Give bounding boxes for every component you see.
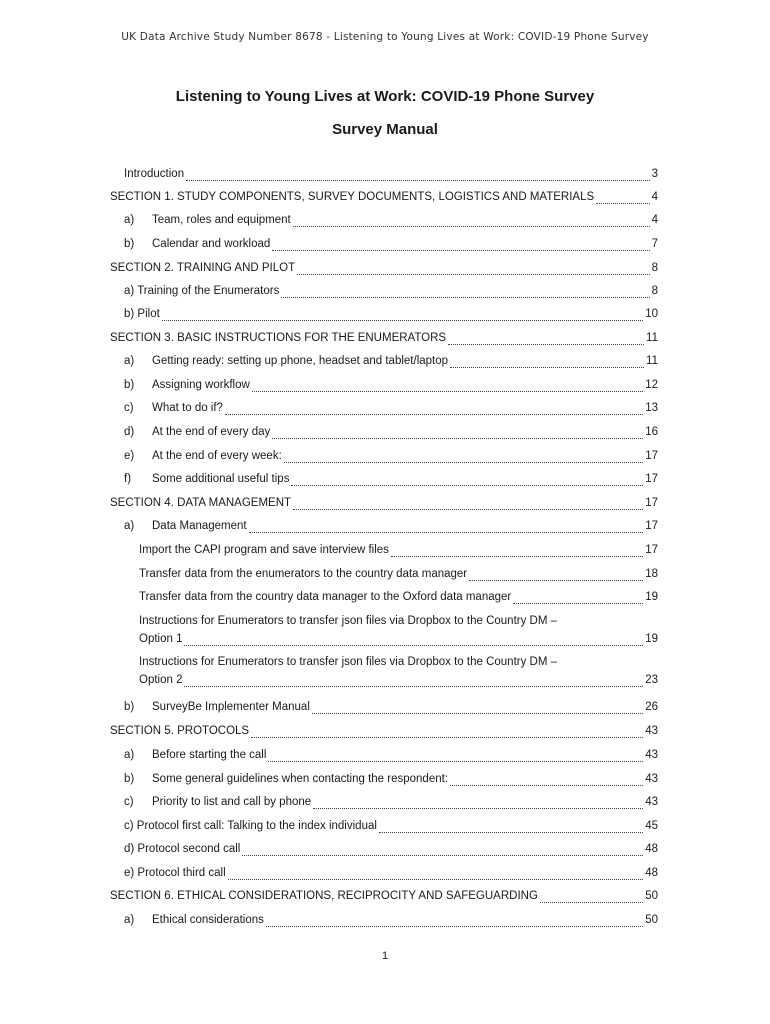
toc-entry-end-of-week[interactable] bbox=[124, 446, 658, 463]
toc-entry-page: 45 bbox=[645, 820, 658, 832]
toc-entry-label: Data Management bbox=[152, 520, 247, 532]
toc-entry-marker: a) bbox=[124, 214, 135, 226]
toc-dot-leader bbox=[379, 822, 643, 833]
toc-entry-label: What to do if? bbox=[152, 402, 223, 414]
toc-entry-page: 26 bbox=[645, 701, 658, 713]
toc-dot-leader bbox=[228, 869, 644, 880]
toc-dot-leader bbox=[272, 240, 649, 251]
toc-entry-page: 17 bbox=[645, 544, 658, 556]
toc-dot-leader bbox=[293, 499, 643, 510]
toc-entry-section-1[interactable] bbox=[110, 187, 658, 204]
toc-dot-leader bbox=[297, 264, 649, 275]
page-number: 1 bbox=[381, 950, 389, 962]
toc-entry-page: 17 bbox=[645, 450, 658, 462]
toc-entry-marker: a) bbox=[124, 749, 135, 761]
toc-dot-leader bbox=[252, 381, 643, 392]
toc-entry-dropbox-option-2[interactable] bbox=[139, 670, 658, 687]
toc-entry-team-roles[interactable] bbox=[124, 210, 658, 227]
toc-entry-first-call[interactable] bbox=[124, 816, 658, 833]
toc-entry-third-call[interactable] bbox=[124, 863, 658, 880]
toc-entry-label: Ethical considerations bbox=[152, 914, 264, 926]
toc-entry-label: Priority to list and call by phone bbox=[152, 796, 312, 808]
document-title: Listening to Young Lives at Work: COVID-19 Phone Survey bbox=[175, 88, 595, 105]
toc-entry-ethical-considerations[interactable] bbox=[124, 910, 658, 927]
toc-dot-leader bbox=[450, 775, 643, 786]
toc-entry-label: SECTION 4. DATA MANAGEMENT bbox=[110, 497, 292, 509]
toc-entry-label: SECTION 5. PROTOCOLS bbox=[110, 725, 250, 737]
toc-dot-leader bbox=[448, 334, 644, 345]
toc-dot-leader bbox=[272, 428, 643, 439]
toc-entry-label-line1: Instructions for Enumerators to transfer json files via Dropbox to the Country DM – bbox=[139, 656, 558, 668]
toc-entry-page: 8 bbox=[651, 262, 658, 274]
toc-entry-label: Transfer data from the country data manager to the Oxford data manager bbox=[139, 591, 512, 603]
toc-entry-transfer-enumerators[interactable] bbox=[139, 564, 658, 581]
toc-entry-page: 11 bbox=[646, 332, 658, 344]
toc-dot-leader bbox=[540, 892, 643, 903]
toc-dot-leader bbox=[293, 216, 650, 227]
toc-dot-leader bbox=[184, 635, 643, 646]
toc-entry-label: Introduction bbox=[124, 168, 185, 180]
toc-entry-label: SECTION 6. ETHICAL CONSIDERATIONS, RECIPROCITY AND SAFEGUARDING bbox=[110, 890, 538, 902]
toc-entry-label: Getting ready: setting up phone, headset and tablet/laptop bbox=[152, 355, 449, 367]
toc-entry-marker: c) bbox=[124, 796, 134, 808]
toc-entry-training[interactable] bbox=[124, 281, 658, 298]
toc-entry-label: Transfer data from the enumerators to the country data manager bbox=[139, 568, 468, 580]
toc-entry-label: SECTION 2. TRAINING AND PILOT bbox=[110, 262, 296, 274]
toc-dot-leader bbox=[313, 798, 643, 809]
toc-entry-marker: d) bbox=[124, 426, 135, 438]
toc-entry-page: 43 bbox=[645, 796, 658, 808]
toc-entry-page: 16 bbox=[645, 426, 658, 438]
toc-dot-leader bbox=[162, 310, 643, 321]
toc-entry-label: At the end of every week: bbox=[152, 450, 282, 462]
toc-dot-leader bbox=[225, 404, 643, 415]
toc-entry-data-management[interactable] bbox=[124, 516, 658, 533]
toc-entry-label: Some general guidelines when contacting the respondent: bbox=[152, 773, 449, 785]
toc-entry-introduction[interactable] bbox=[124, 164, 658, 181]
toc-entry-label: Some additional useful tips bbox=[152, 473, 290, 485]
toc-entry-surveybe-manual[interactable] bbox=[124, 697, 658, 714]
toc-entry-label: SurveyBe Implementer Manual bbox=[152, 701, 310, 713]
toc-entry-marker: b) bbox=[124, 701, 135, 713]
toc-dot-leader bbox=[291, 475, 643, 486]
toc-entry-section-4[interactable] bbox=[110, 493, 658, 510]
toc-entry-before-call[interactable] bbox=[124, 745, 658, 762]
toc-entry-label: b) Pilot bbox=[124, 308, 160, 320]
toc-entry-section-3[interactable] bbox=[110, 328, 658, 345]
toc-entry-page: 8 bbox=[651, 285, 658, 297]
toc-entry-label: c) Protocol first call: Talking to the index individual bbox=[124, 820, 377, 832]
toc-entry-page: 48 bbox=[645, 843, 658, 855]
toc-entry-page: 4 bbox=[651, 191, 658, 203]
toc-entry-section-5[interactable] bbox=[110, 721, 658, 738]
toc-entry-marker: c) bbox=[124, 402, 134, 414]
toc-entry-end-of-day[interactable] bbox=[124, 422, 658, 439]
toc-entry-label: Import the CAPI program and save interview files bbox=[139, 544, 389, 556]
toc-entry-page: 48 bbox=[645, 867, 658, 879]
toc-dot-leader bbox=[450, 357, 644, 368]
toc-entry-marker: a) bbox=[124, 914, 135, 926]
toc-entry-marker: b) bbox=[124, 379, 135, 391]
toc-entry-priority-list[interactable] bbox=[124, 792, 658, 809]
toc-entry-page: 50 bbox=[645, 890, 658, 902]
toc-entry-getting-ready[interactable] bbox=[124, 351, 658, 368]
toc-entry-section-2[interactable] bbox=[110, 258, 658, 275]
toc-entry-page: 17 bbox=[645, 473, 658, 485]
toc-dot-leader bbox=[268, 751, 643, 762]
toc-entry-page: 19 bbox=[645, 591, 658, 603]
toc-entry-page: 19 bbox=[645, 633, 658, 645]
toc-entry-label: d) Protocol second call bbox=[124, 843, 241, 855]
toc-dot-leader bbox=[469, 570, 643, 581]
toc-entry-second-call[interactable] bbox=[124, 839, 658, 856]
toc-dot-leader bbox=[513, 593, 643, 604]
toc-entry-page: 43 bbox=[645, 773, 658, 785]
toc-entry-marker: f) bbox=[124, 473, 132, 485]
toc-entry-marker: a) bbox=[124, 355, 135, 367]
toc-entry-marker: b) bbox=[124, 773, 135, 785]
toc-entry-page: 11 bbox=[646, 355, 658, 367]
toc-entry-useful-tips[interactable] bbox=[124, 469, 658, 486]
toc-entry-transfer-country[interactable] bbox=[139, 587, 658, 604]
toc-dot-leader bbox=[242, 845, 643, 856]
toc-entry-label-line1: Instructions for Enumerators to transfer json files via Dropbox to the Country DM – bbox=[139, 615, 558, 627]
toc-entry-page: 4 bbox=[651, 214, 658, 226]
toc-entry-import-capi[interactable] bbox=[139, 540, 658, 557]
toc-dot-leader bbox=[596, 193, 649, 204]
toc-entry-what-to-do[interactable] bbox=[124, 398, 658, 415]
toc-entry-page: 18 bbox=[645, 568, 658, 580]
toc-entry-page: 17 bbox=[645, 520, 658, 532]
toc-dot-leader bbox=[266, 916, 643, 927]
toc-dot-leader bbox=[281, 287, 649, 298]
toc-dot-leader bbox=[186, 170, 649, 181]
toc-entry-page: 43 bbox=[645, 749, 658, 761]
toc-entry-calendar[interactable] bbox=[124, 234, 658, 251]
toc-entry-page: 7 bbox=[651, 238, 658, 250]
toc-entry-general-guidelines[interactable] bbox=[124, 769, 658, 786]
toc-entry-marker: e) bbox=[124, 450, 135, 462]
toc-entry-page: 23 bbox=[645, 674, 658, 686]
toc-dot-leader bbox=[249, 522, 644, 533]
toc-entry-page: 43 bbox=[645, 725, 658, 737]
toc-entry-label: Calendar and workload bbox=[152, 238, 271, 250]
toc-entry-page: 13 bbox=[645, 402, 658, 414]
toc-entry-page: 3 bbox=[651, 168, 658, 180]
toc-dot-leader bbox=[251, 727, 643, 738]
toc-entry-page: 10 bbox=[645, 308, 658, 320]
toc-entry-page: 12 bbox=[645, 379, 658, 391]
toc-dot-leader bbox=[312, 703, 643, 714]
toc-entry-label: SECTION 1. STUDY COMPONENTS, SURVEY DOCUMENTS, LOGISTICS AND MATERIALS bbox=[110, 191, 595, 203]
toc-entry-page: 50 bbox=[645, 914, 658, 926]
toc-entry-label: e) Protocol third call bbox=[124, 867, 226, 879]
document-subtitle: Survey Manual bbox=[332, 121, 438, 138]
toc-entry-marker: a) bbox=[124, 520, 135, 532]
toc-entry-pilot[interactable] bbox=[124, 304, 658, 321]
toc-entry-label: Option 2 bbox=[139, 674, 183, 686]
running-header: UK Data Archive Study Number 8678 - Listening to Young Lives at Work: COVID-19 Phone Survey bbox=[121, 31, 649, 43]
toc-entry-section-6[interactable] bbox=[110, 886, 658, 903]
toc-entry-label: SECTION 3. BASIC INSTRUCTIONS FOR THE ENUMERATORS bbox=[110, 332, 447, 344]
toc-entry-label: Team, roles and equipment bbox=[152, 214, 291, 226]
toc-entry-label: Option 1 bbox=[139, 633, 183, 645]
toc-dot-leader bbox=[284, 452, 643, 463]
toc-entry-label: Assigning workflow bbox=[152, 379, 250, 391]
toc-entry-marker: b) bbox=[124, 238, 135, 250]
toc-dot-leader bbox=[184, 676, 643, 687]
toc-entry-label: a) Training of the Enumerators bbox=[124, 285, 280, 297]
toc-entry-label: At the end of every day bbox=[152, 426, 271, 438]
toc-entry-label: Before starting the call bbox=[152, 749, 267, 761]
toc-entry-dropbox-option-1[interactable] bbox=[139, 629, 658, 646]
toc-dot-leader bbox=[391, 546, 643, 557]
toc-entry-page: 17 bbox=[645, 497, 658, 509]
toc-entry-assigning-workflow[interactable] bbox=[124, 375, 658, 392]
